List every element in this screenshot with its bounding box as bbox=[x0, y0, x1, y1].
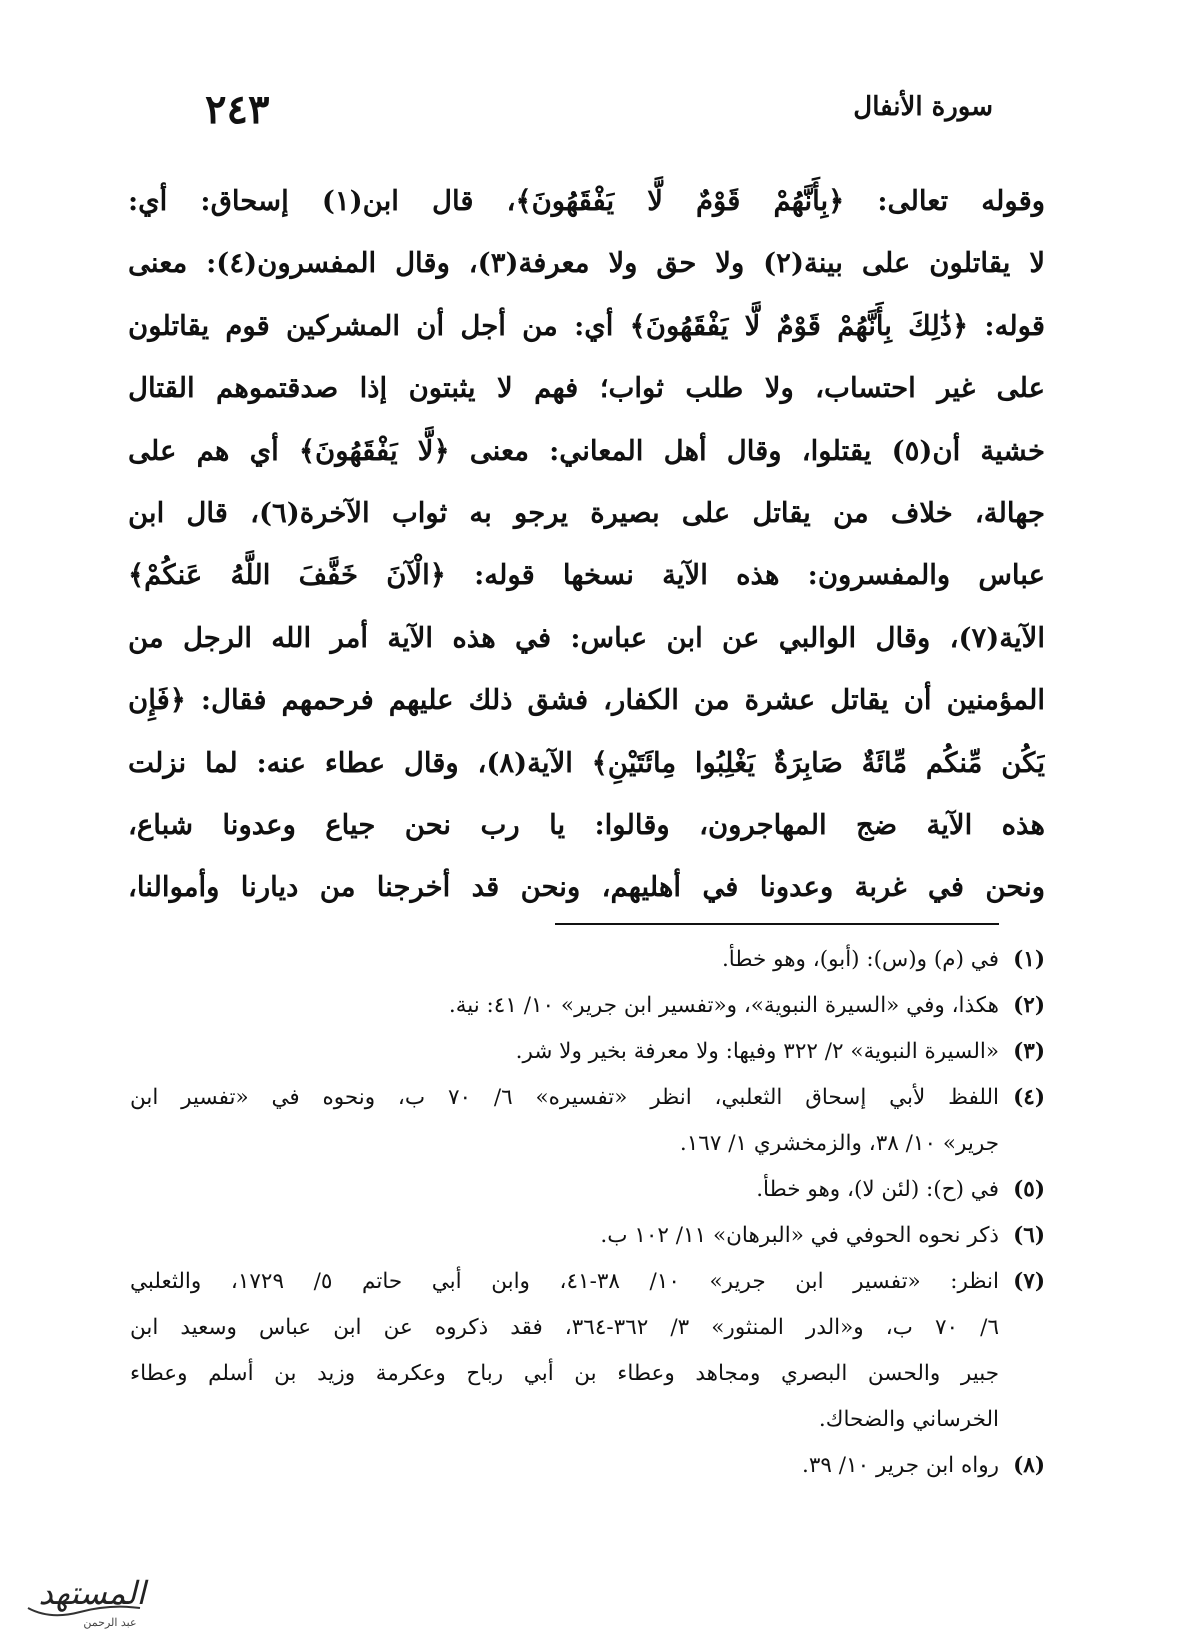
footnote-text: الخرساني والضحاك. bbox=[818, 1407, 999, 1432]
text-line: هذه الآية ضج المهاجرون، وقالوا: يا رب نحن جياع وعدونا شباع، bbox=[128, 808, 1045, 841]
logo-main-text: المستهد bbox=[38, 1574, 146, 1612]
publisher-logo bbox=[10, 1558, 165, 1638]
footnote-text: جرير» ١٠/ ٣٨، والزمخشري ١/ ١٦٧. bbox=[679, 1131, 999, 1156]
footnote-text: اللفظ لأبي إسحاق الثعلبي، انظر «تفسيره» ٦/ ٧٠ ب، ونحوه في «تفسير ابن bbox=[130, 1085, 999, 1110]
text-line: يَكُن مِّنكُم مِّائَةٌ صَابِرَةٌ يَغْلِبُوا مِائَتَيْنِ﴾ الآية(٨)، وقال عطاء عنه: لما نزلت bbox=[128, 746, 1045, 779]
footnote-text: رواه ابن جرير ١٠/ ٣٩. bbox=[802, 1453, 999, 1478]
text-line: على غير احتساب، ولا طلب ثواب؛ فهم لا يثبتون إذا صدقتموهم القتال bbox=[128, 372, 1045, 405]
footnote bbox=[130, 983, 1045, 1029]
footnotes bbox=[130, 937, 1045, 1489]
text-line: قوله: ﴿ذَٰلِكَ بِأَنَّهُمْ قَوْمٌ لَّا يَفْقَهُونَ﴾ أي: من أجل أن المشركين قوم يقاتلون bbox=[128, 309, 1045, 342]
footnote-number: (٨) bbox=[1013, 1453, 1045, 1478]
surah-title: سورة الأنفال bbox=[853, 92, 993, 122]
footnote-text: انظر: «تفسير ابن جرير» ١٠/ ٣٨-٤١، وابن أبي حاتم ٥/ ١٧٢٩، والثعلبي bbox=[130, 1269, 999, 1294]
page-number: ٢٤٣ bbox=[205, 86, 270, 133]
footnote-number: (١) bbox=[1013, 947, 1045, 972]
footnote bbox=[130, 1029, 1045, 1075]
text-line: عباس والمفسرون: هذه الآية نسخها قوله: ﴿الْآنَ خَفَّفَ اللَّهُ عَنكُمْ﴾ bbox=[128, 559, 1045, 592]
footnote-number: (٧) bbox=[1013, 1269, 1045, 1294]
footnote-separator bbox=[555, 923, 999, 925]
text-line: وقوله تعالى: ﴿بِأَنَّهُمْ قَوْمٌ لَّا يَفْقَهُونَ﴾، قال ابن(١) إسحاق: أي: bbox=[128, 185, 1045, 217]
footnote bbox=[130, 1075, 1045, 1167]
footnote-text: هكذا، وفي «السيرة النبوية»، و«تفسير ابن جرير» ١٠/ ٤١: نية. bbox=[448, 993, 999, 1018]
text-line: جهالة، خلاف من يقاتل على بصيرة يرجو به ثواب الآخرة(٦)، قال ابن bbox=[128, 496, 1045, 529]
footnote-text: ٦/ ٧٠ ب، و«الدر المنثور» ٣/ ٣٦٢-٣٦٤، فقد ذكروه عن ابن عباس وسعيد ابن bbox=[130, 1315, 999, 1340]
footnote-text: في (ح): (لئن لا)، وهو خطأ. bbox=[756, 1177, 999, 1202]
footnote bbox=[130, 937, 1045, 983]
footnote-text: ذكر نحوه الحوفي في «البرهان» ١١/ ١٠٢ ب. bbox=[600, 1223, 999, 1248]
footnote-number: (٣) bbox=[1013, 1039, 1045, 1064]
footnote-number: (٢) bbox=[1013, 993, 1045, 1018]
text-line: خشية أن(٥) يقتلوا، وقال أهل المعاني: معنى ﴿لَّا يَفْقَهُونَ﴾ أي هم على bbox=[128, 434, 1045, 467]
footnote-number: (٤) bbox=[1013, 1085, 1045, 1110]
footnote bbox=[130, 1259, 1045, 1443]
page-header bbox=[165, 86, 993, 142]
logo-sub-text: عبد الرحمن bbox=[83, 1616, 137, 1629]
footnote bbox=[130, 1443, 1045, 1489]
text-line: الآية(٧)، وقال الوالبي عن ابن عباس: في هذه الآية أمر الله الرجل من bbox=[128, 621, 1045, 654]
footnote bbox=[130, 1167, 1045, 1213]
text-line: لا يقاتلون على بينة(٢) ولا حق ولا معرفة(٣)، وقال المفسرون(٤): معنى bbox=[128, 247, 1045, 280]
footnote-text: «السيرة النبوية» ٢/ ٣٢٢ وفيها: ولا معرفة بخير ولا شر. bbox=[515, 1039, 999, 1064]
text-line: ونحن في غربة وعدونا في أهليهم، ونحن قد أخرجنا من ديارنا وأموالنا، bbox=[128, 871, 1045, 904]
text-line: المؤمنين أن يقاتل عشرة من الكفار، فشق ذلك عليهم فرحمهم فقال: ﴿فَإِن bbox=[128, 684, 1045, 717]
main-text bbox=[128, 170, 1045, 919]
footnote-number: (٦) bbox=[1013, 1223, 1045, 1248]
footnote bbox=[130, 1213, 1045, 1259]
footnote-number: (٥) bbox=[1013, 1177, 1045, 1202]
footnote-text: جبير والحسن البصري ومجاهد وعطاء بن أبي رباح وعكرمة وزيد بن أسلم وعطاء bbox=[130, 1361, 999, 1386]
footnote-text: في (م) و(س): (أبو)، وهو خطأ. bbox=[721, 947, 999, 972]
